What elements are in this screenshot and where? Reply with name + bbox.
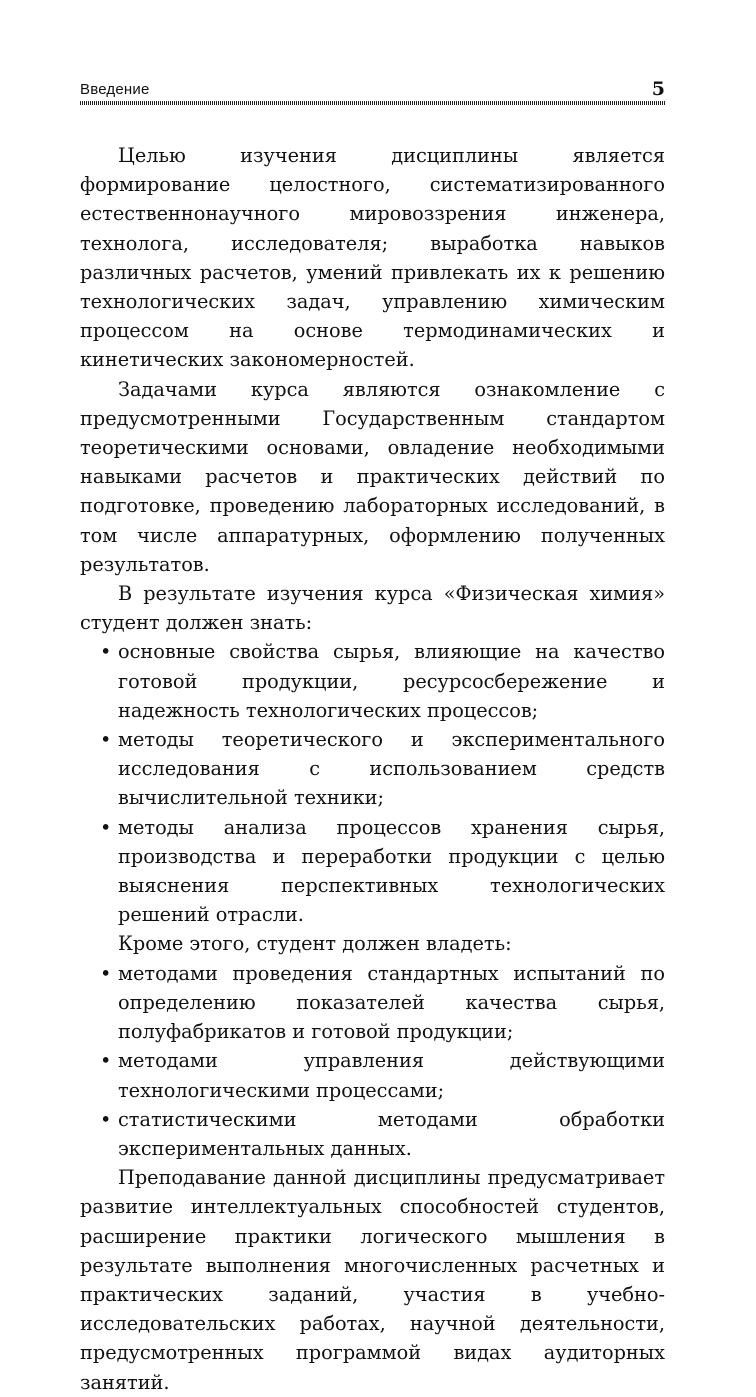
bullet: • [100, 1049, 112, 1073]
list-item-text: методами проведения стандартных испытаний по определению показателей качества сырья, полуфабрикатов и готовой продукции; [118, 961, 665, 1044]
list-item-text: методы теоретического и экспериментального исследования с использованием средств вычислительной техники; [118, 728, 665, 810]
page-number: 5 [651, 78, 665, 100]
list-item [80, 725, 665, 813]
header-title: Введение [80, 81, 150, 98]
list-item [80, 637, 665, 725]
list-item-text: методами управления действующими технологическими процессами; [118, 1049, 665, 1102]
paragraph-own-intro: Кроме этого, студент должен владеть: [118, 932, 512, 956]
bullet: • [100, 640, 112, 664]
own-list [80, 959, 665, 1163]
page-body [80, 141, 665, 1397]
list-item [80, 959, 665, 1047]
list-item [80, 1105, 665, 1163]
paragraph-teaching: Преподавание данной дисциплины предусматривает развитие интеллектуальных способностей студентов, расширение практики логического мышления в результате выполнения многочисленных расчетных и практических заданий, участия в учебно-исследовательских работах, научной деятельности, предусмотренных программой видах аудиторных занятий. [80, 1166, 665, 1394]
paragraph-goal: Целью изучения дисциплины является формирование целостного, систематизированного естественнонаучного мировоззрения инженера, технолога, исследователя; выработка навыков различных расчетов, умений привлекать их к решению технологических задач, управлению химическим процессом на основе термодинамических и кинетических закономерностей. [80, 144, 665, 372]
know-list [80, 637, 665, 929]
bullet: • [100, 961, 112, 985]
list-item-text: основные свойства сырья, влияющие на качество готовой продукции, ресурсосбережение и надежность технологических процессов; [118, 640, 665, 722]
list-item-text: методы анализа процессов хранения сырья, производства и переработки продукции с целью выяснения перспективных технологических решений отрасли. [118, 815, 665, 927]
bullet: • [100, 728, 112, 752]
paragraph-tasks: Задачами курса являются ознакомление с предусмотренными Государственным стандартом теоретическими основами, овладение необходимыми навыками расчетов и практических действий по подготовке, проведению лабораторных исследований, в том числе аппаратурных, оформлению полученных результатов. [80, 377, 665, 576]
list-item-text: статистическими методами обработки экспериментальных данных. [118, 1107, 665, 1160]
paragraph-know-intro: В результате изучения курса «Физическая химия» студент должен знать: [80, 582, 665, 635]
bullet: • [100, 815, 112, 839]
list-item [80, 1046, 665, 1104]
list-item [80, 813, 665, 930]
bullet: • [100, 1107, 112, 1131]
header-rule [80, 101, 665, 105]
